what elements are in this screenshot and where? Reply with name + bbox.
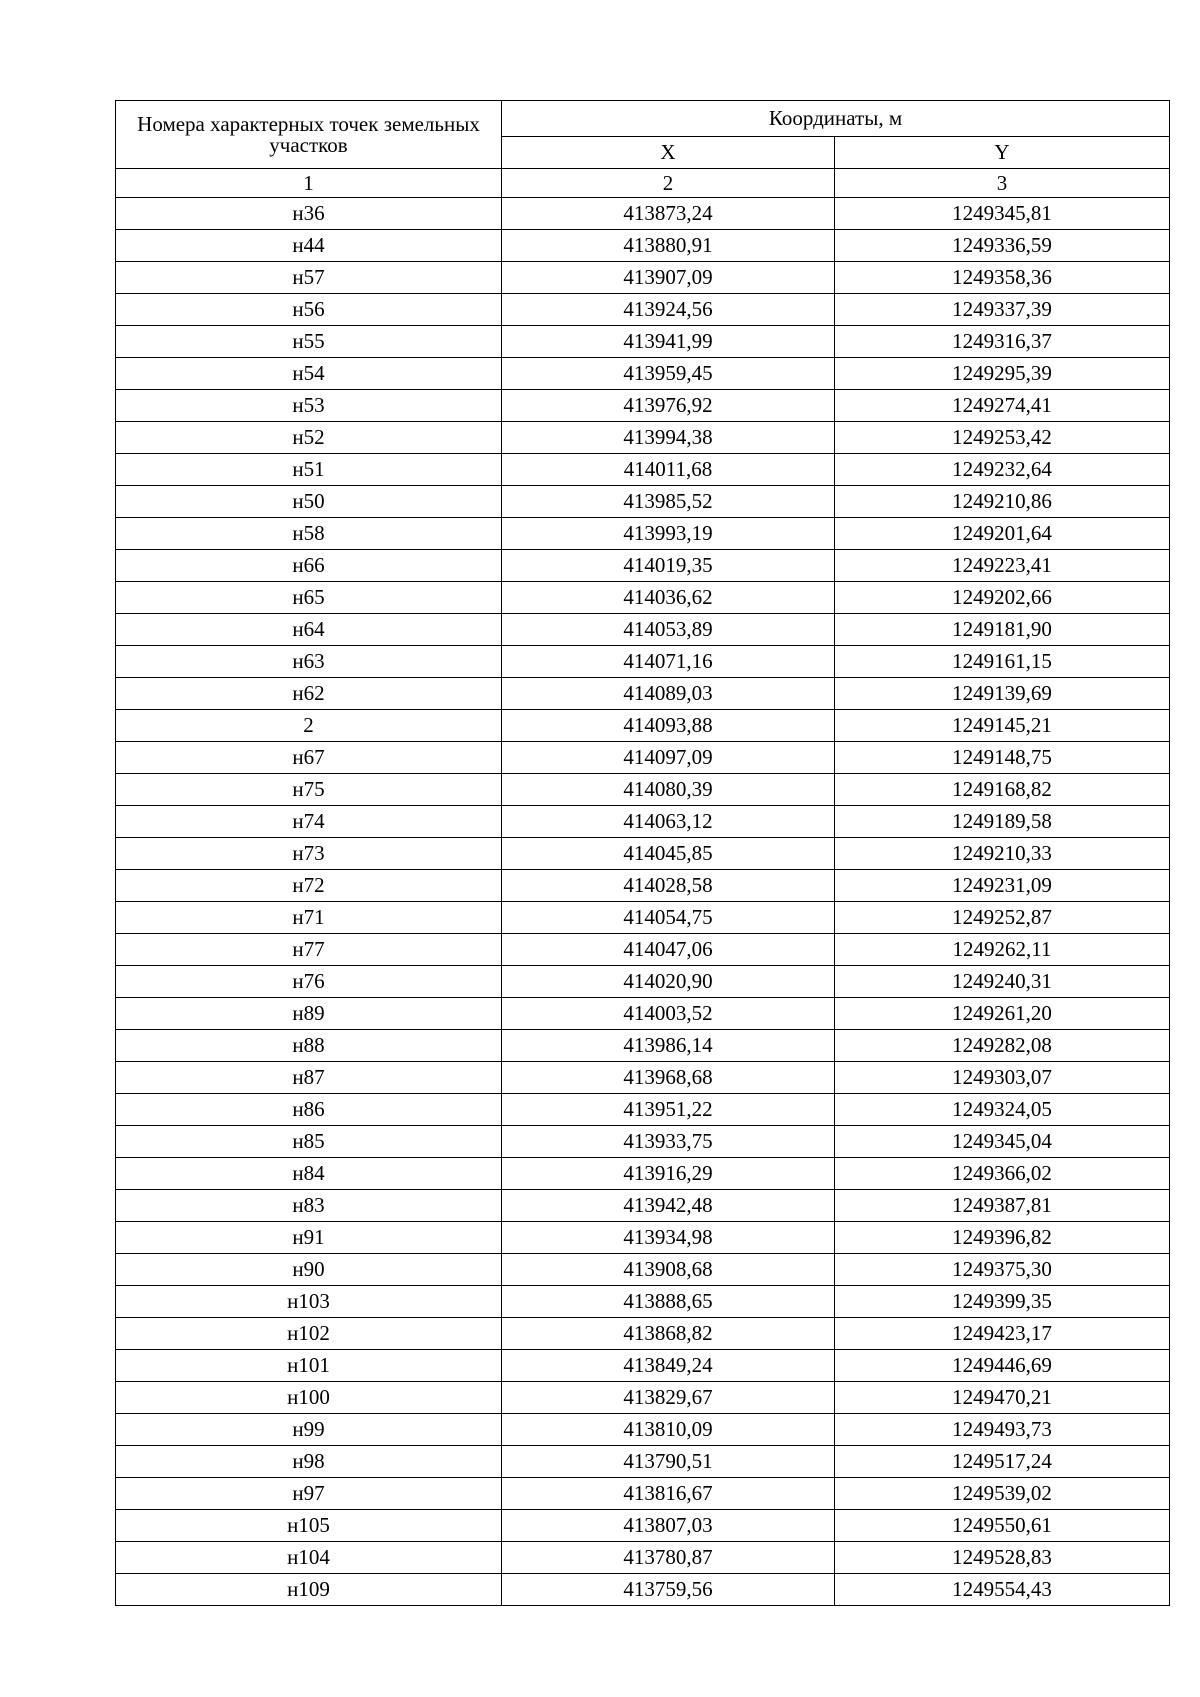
x-coordinate-cell: 413849,24 <box>502 1350 835 1382</box>
point-number-cell: н75 <box>116 774 502 806</box>
table-row <box>116 1062 1170 1094</box>
column-number-3: 3 <box>835 169 1170 198</box>
table-row <box>116 486 1170 518</box>
table-row <box>116 806 1170 838</box>
table-row <box>116 966 1170 998</box>
coordinates-table <box>115 100 1170 1606</box>
x-coordinate-cell: 414019,35 <box>502 550 835 582</box>
x-coordinate-cell: 413924,56 <box>502 294 835 326</box>
table-row <box>116 614 1170 646</box>
table-row <box>116 998 1170 1030</box>
y-coordinate-cell: 1249358,36 <box>835 262 1170 294</box>
y-coordinate-cell: 1249252,87 <box>835 902 1170 934</box>
table-row <box>116 1222 1170 1254</box>
table-row <box>116 358 1170 390</box>
table-row <box>116 1574 1170 1606</box>
x-coordinate-cell: 414047,06 <box>502 934 835 966</box>
coordinates-header: Координаты, м <box>502 101 1170 137</box>
x-coordinate-cell: 414054,75 <box>502 902 835 934</box>
y-coordinate-cell: 1249375,30 <box>835 1254 1170 1286</box>
y-coordinate-cell: 1249345,04 <box>835 1126 1170 1158</box>
x-coordinate-cell: 414053,89 <box>502 614 835 646</box>
table-row <box>116 1446 1170 1478</box>
table-row <box>116 838 1170 870</box>
x-coordinate-cell: 413976,92 <box>502 390 835 422</box>
point-number-cell: н54 <box>116 358 502 390</box>
point-number-cell: н83 <box>116 1190 502 1222</box>
y-coordinate-cell: 1249539,02 <box>835 1478 1170 1510</box>
x-coordinate-cell: 413807,03 <box>502 1510 835 1542</box>
x-coordinate-cell: 413880,91 <box>502 230 835 262</box>
point-number-cell: н66 <box>116 550 502 582</box>
point-number-cell: н91 <box>116 1222 502 1254</box>
y-coordinate-cell: 1249232,64 <box>835 454 1170 486</box>
x-coordinate-cell: 413916,29 <box>502 1158 835 1190</box>
table-row <box>116 1350 1170 1382</box>
point-number-cell: н101 <box>116 1350 502 1382</box>
table-row <box>116 870 1170 902</box>
table-row <box>116 742 1170 774</box>
table-row <box>116 550 1170 582</box>
x-coordinate-cell: 413810,09 <box>502 1414 835 1446</box>
x-coordinate-cell: 413907,09 <box>502 262 835 294</box>
y-coordinate-cell: 1249517,24 <box>835 1446 1170 1478</box>
x-coordinate-cell: 413933,75 <box>502 1126 835 1158</box>
y-coordinate-cell: 1249470,21 <box>835 1382 1170 1414</box>
point-number-cell: н109 <box>116 1574 502 1606</box>
y-coordinate-cell: 1249161,15 <box>835 646 1170 678</box>
table-row <box>116 230 1170 262</box>
point-number-cell: н72 <box>116 870 502 902</box>
y-coordinate-cell: 1249336,59 <box>835 230 1170 262</box>
x-coordinate-cell: 413816,67 <box>502 1478 835 1510</box>
point-number-cell: н74 <box>116 806 502 838</box>
table-row <box>116 1190 1170 1222</box>
table-row <box>116 1414 1170 1446</box>
point-number-cell: н90 <box>116 1254 502 1286</box>
x-coordinate-cell: 414003,52 <box>502 998 835 1030</box>
y-coordinate-cell: 1249201,64 <box>835 518 1170 550</box>
y-coordinate-cell: 1249148,75 <box>835 742 1170 774</box>
x-coordinate-cell: 414097,09 <box>502 742 835 774</box>
column-number-1: 1 <box>116 169 502 198</box>
table-row <box>116 1478 1170 1510</box>
y-coordinate-cell: 1249274,41 <box>835 390 1170 422</box>
point-number-cell: н102 <box>116 1318 502 1350</box>
y-coordinate-cell: 1249145,21 <box>835 710 1170 742</box>
point-number-cell: н58 <box>116 518 502 550</box>
x-coordinate-cell: 414011,68 <box>502 454 835 486</box>
table-row <box>116 1510 1170 1542</box>
x-coordinate-cell: 413993,19 <box>502 518 835 550</box>
y-coordinate-cell: 1249337,39 <box>835 294 1170 326</box>
table-row <box>116 1286 1170 1318</box>
table-row <box>116 1126 1170 1158</box>
x-coordinate-cell: 414028,58 <box>502 870 835 902</box>
y-coordinate-cell: 1249139,69 <box>835 678 1170 710</box>
point-number-cell: н67 <box>116 742 502 774</box>
table-row <box>116 326 1170 358</box>
point-number-cell: н71 <box>116 902 502 934</box>
x-coordinate-cell: 414063,12 <box>502 806 835 838</box>
x-coordinate-cell: 414071,16 <box>502 646 835 678</box>
point-number-cell: н105 <box>116 1510 502 1542</box>
y-coordinate-cell: 1249528,83 <box>835 1542 1170 1574</box>
point-number-cell: н97 <box>116 1478 502 1510</box>
column-number-2: 2 <box>502 169 835 198</box>
table-row <box>116 422 1170 454</box>
y-coordinate-cell: 1249240,31 <box>835 966 1170 998</box>
x-coordinate-cell: 413868,82 <box>502 1318 835 1350</box>
point-number-cell: н63 <box>116 646 502 678</box>
point-number-cell: н85 <box>116 1126 502 1158</box>
x-coordinate-cell: 413951,22 <box>502 1094 835 1126</box>
x-coordinate-cell: 413959,45 <box>502 358 835 390</box>
point-number-cell: н87 <box>116 1062 502 1094</box>
y-coordinate-cell: 1249493,73 <box>835 1414 1170 1446</box>
point-number-cell: н51 <box>116 454 502 486</box>
point-number-cell: н88 <box>116 1030 502 1062</box>
x-coordinate-cell: 413968,68 <box>502 1062 835 1094</box>
table-row <box>116 582 1170 614</box>
point-number-cell: н57 <box>116 262 502 294</box>
x-coordinate-cell: 413829,67 <box>502 1382 835 1414</box>
x-coordinate-cell: 414045,85 <box>502 838 835 870</box>
x-coordinate-cell: 413994,38 <box>502 422 835 454</box>
table-row <box>116 774 1170 806</box>
y-coordinate-cell: 1249366,02 <box>835 1158 1170 1190</box>
table-row <box>116 1030 1170 1062</box>
y-column-header: Y <box>835 137 1170 169</box>
y-coordinate-cell: 1249282,08 <box>835 1030 1170 1062</box>
y-coordinate-cell: 1249210,86 <box>835 486 1170 518</box>
y-coordinate-cell: 1249446,69 <box>835 1350 1170 1382</box>
x-coordinate-cell: 414080,39 <box>502 774 835 806</box>
point-number-cell: н55 <box>116 326 502 358</box>
x-coordinate-cell: 414089,03 <box>502 678 835 710</box>
y-coordinate-cell: 1249202,66 <box>835 582 1170 614</box>
points-column-header: Номера характерных точек земельных участков <box>116 101 502 169</box>
table-row <box>116 1318 1170 1350</box>
x-coordinate-cell: 413908,68 <box>502 1254 835 1286</box>
y-coordinate-cell: 1249261,20 <box>835 998 1170 1030</box>
point-number-cell: н53 <box>116 390 502 422</box>
y-coordinate-cell: 1249324,05 <box>835 1094 1170 1126</box>
point-number-cell: н76 <box>116 966 502 998</box>
table-row <box>116 934 1170 966</box>
table-row <box>116 678 1170 710</box>
table-row <box>116 1542 1170 1574</box>
table-row <box>116 902 1170 934</box>
point-number-cell: н56 <box>116 294 502 326</box>
table-row <box>116 646 1170 678</box>
y-coordinate-cell: 1249295,39 <box>835 358 1170 390</box>
point-number-cell: н73 <box>116 838 502 870</box>
point-number-cell: н100 <box>116 1382 502 1414</box>
table-row <box>116 454 1170 486</box>
y-coordinate-cell: 1249399,35 <box>835 1286 1170 1318</box>
y-coordinate-cell: 1249387,81 <box>835 1190 1170 1222</box>
table-row <box>116 1254 1170 1286</box>
x-coordinate-cell: 413941,99 <box>502 326 835 358</box>
point-number-cell: н86 <box>116 1094 502 1126</box>
y-coordinate-cell: 1249396,82 <box>835 1222 1170 1254</box>
x-coordinate-cell: 413759,56 <box>502 1574 835 1606</box>
table-row <box>116 1382 1170 1414</box>
y-coordinate-cell: 1249550,61 <box>835 1510 1170 1542</box>
point-number-cell: н64 <box>116 614 502 646</box>
x-coordinate-cell: 413780,87 <box>502 1542 835 1574</box>
table-row <box>116 518 1170 550</box>
x-coordinate-cell: 413790,51 <box>502 1446 835 1478</box>
y-coordinate-cell: 1249168,82 <box>835 774 1170 806</box>
table-row <box>116 262 1170 294</box>
x-coordinate-cell: 413934,98 <box>502 1222 835 1254</box>
x-coordinate-cell: 413873,24 <box>502 198 835 230</box>
table-row <box>116 1158 1170 1190</box>
y-coordinate-cell: 1249554,43 <box>835 1574 1170 1606</box>
y-coordinate-cell: 1249316,37 <box>835 326 1170 358</box>
point-number-cell: н89 <box>116 998 502 1030</box>
y-coordinate-cell: 1249253,42 <box>835 422 1170 454</box>
y-coordinate-cell: 1249262,11 <box>835 934 1170 966</box>
point-number-cell: н50 <box>116 486 502 518</box>
point-number-cell: н77 <box>116 934 502 966</box>
y-coordinate-cell: 1249210,33 <box>835 838 1170 870</box>
table-row <box>116 1094 1170 1126</box>
point-number-cell: н52 <box>116 422 502 454</box>
x-coordinate-cell: 413985,52 <box>502 486 835 518</box>
point-number-cell: н99 <box>116 1414 502 1446</box>
x-coordinate-cell: 414036,62 <box>502 582 835 614</box>
y-coordinate-cell: 1249345,81 <box>835 198 1170 230</box>
y-coordinate-cell: 1249181,90 <box>835 614 1170 646</box>
y-coordinate-cell: 1249303,07 <box>835 1062 1170 1094</box>
point-number-cell: н98 <box>116 1446 502 1478</box>
table-row <box>116 390 1170 422</box>
table-row <box>116 710 1170 742</box>
point-number-cell: 2 <box>116 710 502 742</box>
point-number-cell: н65 <box>116 582 502 614</box>
y-coordinate-cell: 1249423,17 <box>835 1318 1170 1350</box>
point-number-cell: н44 <box>116 230 502 262</box>
point-number-cell: н84 <box>116 1158 502 1190</box>
y-coordinate-cell: 1249231,09 <box>835 870 1170 902</box>
table-row <box>116 198 1170 230</box>
x-coordinate-cell: 413986,14 <box>502 1030 835 1062</box>
x-coordinate-cell: 414093,88 <box>502 710 835 742</box>
x-column-header: X <box>502 137 835 169</box>
x-coordinate-cell: 414020,90 <box>502 966 835 998</box>
point-number-cell: н62 <box>116 678 502 710</box>
x-coordinate-cell: 413942,48 <box>502 1190 835 1222</box>
point-number-cell: н103 <box>116 1286 502 1318</box>
point-number-cell: н104 <box>116 1542 502 1574</box>
y-coordinate-cell: 1249189,58 <box>835 806 1170 838</box>
y-coordinate-cell: 1249223,41 <box>835 550 1170 582</box>
point-number-cell: н36 <box>116 198 502 230</box>
x-coordinate-cell: 413888,65 <box>502 1286 835 1318</box>
table-row <box>116 294 1170 326</box>
